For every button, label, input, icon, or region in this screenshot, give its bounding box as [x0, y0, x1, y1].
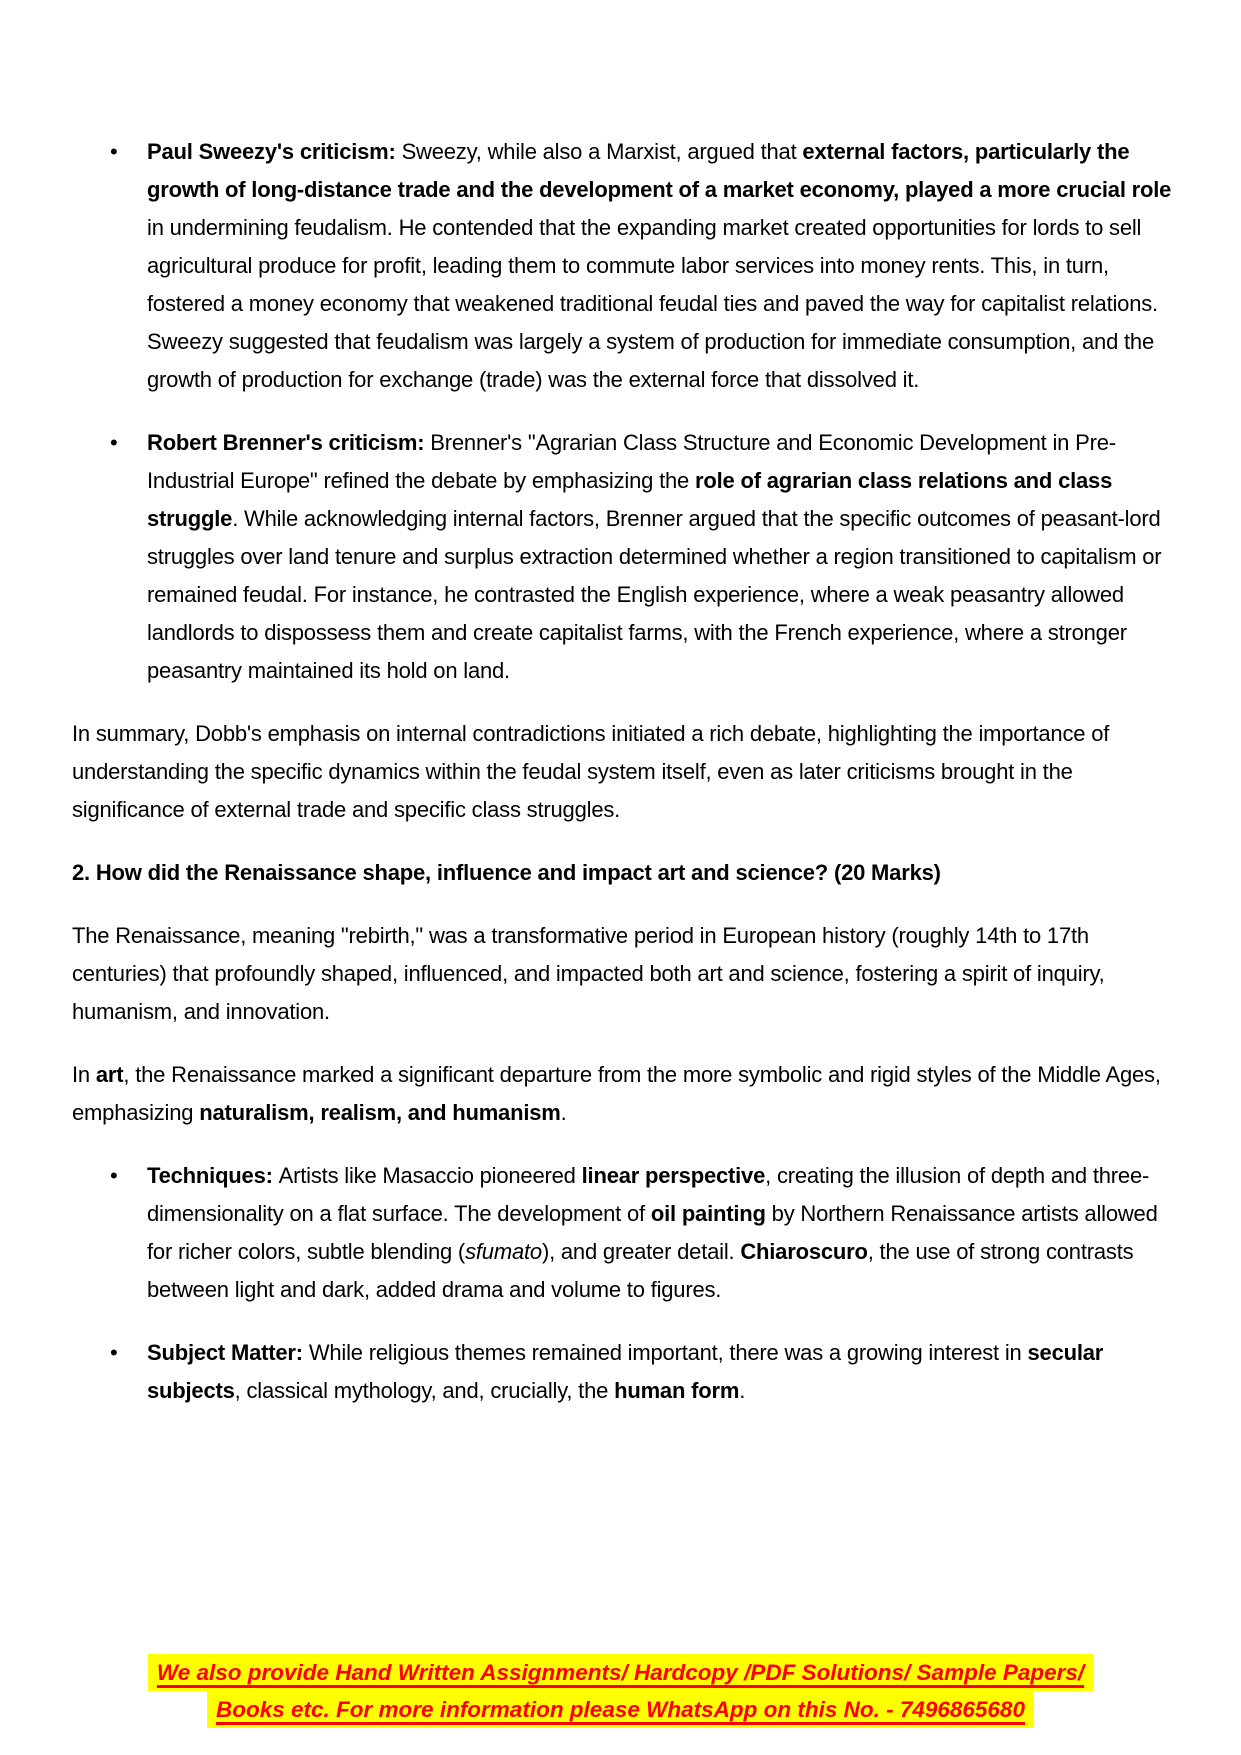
text-run: Subject Matter: [147, 1340, 309, 1365]
text-run: The Renaissance, meaning "rebirth," was a transformative period in European history (roughly 14th to 17th centuries) that profoundly shaped, influenced, and impacted both art and science, fostering a spirit of inquiry, humanism, and innovation. [72, 923, 1105, 1024]
paragraph [72, 715, 1183, 829]
text-run: Paul Sweezy's criticism: [147, 139, 402, 164]
text-run: external factors, particularly the growth of long-distance trade and the development of a market economy, played a more crucial role [147, 139, 1172, 202]
bullet-icon: • [110, 1163, 118, 1188]
text-run: In [72, 1062, 96, 1087]
text-run: Sweezy, while also a Marxist, argued that [401, 139, 803, 164]
text-run: In summary, Dobb's emphasis on internal contradictions initiated a rich debate, highlighting the importance of understanding the specific dynamics within the feudal system itself, even as later criticisms brought in the significance of external trade and specific class struggles. [72, 721, 1110, 822]
bullet-text [147, 424, 1183, 690]
text-run: human form [614, 1378, 740, 1403]
text-run: art [95, 1062, 124, 1087]
bullet-item [72, 1334, 1183, 1410]
text-run: linear perspective [581, 1163, 766, 1188]
text-run: by Northern Renaissance artists allowed for richer colors, subtle blending ( [147, 1201, 1158, 1264]
bullet-icon: • [110, 1340, 118, 1365]
bullet-item [72, 1157, 1183, 1309]
text-run: , the use of strong contrasts between light and dark, added drama and volume to figures. [147, 1239, 1134, 1302]
promo-footer-line-2 [0, 1691, 1241, 1728]
promo-footer [0, 1654, 1241, 1728]
bullet-item [72, 424, 1183, 690]
promo-footer-line-1 [0, 1654, 1241, 1691]
text-run: , classical mythology, and, crucially, the [234, 1378, 615, 1403]
text-run: in undermining feudalism. He contended that the expanding market created opportunities for lords to sell agricultural produce for profit, leading them to commute labor services into money rents. This, in turn, fostered a money economy that weakened traditional feudal ties and paved the way for capitalist relations. Sweezy suggested that feudalism was largely a system of production for immediate consumption, and the growth of production for exchange (trade) was the external force that dissolved it. [147, 215, 1158, 392]
text-run: sfumato [465, 1239, 542, 1264]
bullet-icon: • [110, 139, 118, 164]
bullet-item [72, 133, 1183, 399]
text-run: . [560, 1100, 567, 1125]
text-run: secular subjects [147, 1340, 1104, 1403]
promo-footer-text-2: Books etc. For more information please WhatsApp on this No. - 7496865680 [207, 1691, 1034, 1728]
text-run: naturalism, realism, and humanism [199, 1100, 561, 1125]
text-run: . [739, 1378, 746, 1403]
text-run: , creating the illusion of depth and three-dimensionality on a flat surface. The development of [147, 1163, 1150, 1226]
bullet-text [147, 133, 1183, 399]
text-run: Chiaroscuro [740, 1239, 868, 1264]
document-content [72, 133, 1183, 1410]
question-heading [72, 854, 1183, 892]
text-run: ), and greater detail. [541, 1239, 741, 1264]
text-run: Brenner's "Agrarian Class Structure and Economic Development in Pre-Industrial Europe" refined the debate by emphasizing the [147, 430, 1116, 493]
bullet-text [147, 1157, 1183, 1309]
text-run: , the Renaissance marked a significant departure from the more symbolic and rigid styles of the Middle Ages, emphasizing [72, 1062, 1161, 1125]
bullet-text [147, 1334, 1183, 1410]
paragraph [72, 917, 1183, 1031]
text-run: Techniques: [147, 1163, 279, 1188]
text-run: role of agrarian class relations and class struggle [147, 468, 1113, 531]
text-run: Artists like Masaccio pioneered [278, 1163, 582, 1188]
text-run: oil painting [650, 1201, 766, 1226]
text-run: Robert Brenner's criticism: [147, 430, 431, 455]
text-run: . While acknowledging internal factors, Brenner argued that the specific outcomes of peasant-lord struggles over land tenure and surplus extraction determined whether a region transitioned to capitalism or remained feudal. For instance, he contrasted the English experience, where a weak peasantry allowed landlords to dispossess them and create capitalist farms, with the French experience, where a stronger peasantry maintained its hold on land. [147, 506, 1162, 683]
paragraph [72, 1056, 1183, 1132]
text-run: While religious themes remained important, there was a growing interest in [308, 1340, 1028, 1365]
text-run: 2. How did the Renaissance shape, influence and impact art and science? (20 Marks) [72, 860, 941, 885]
promo-footer-text-1: We also provide Hand Written Assignments/ Hardcopy /PDF Solutions/ Sample Papers/ [148, 1654, 1093, 1691]
bullet-icon: • [110, 430, 118, 455]
